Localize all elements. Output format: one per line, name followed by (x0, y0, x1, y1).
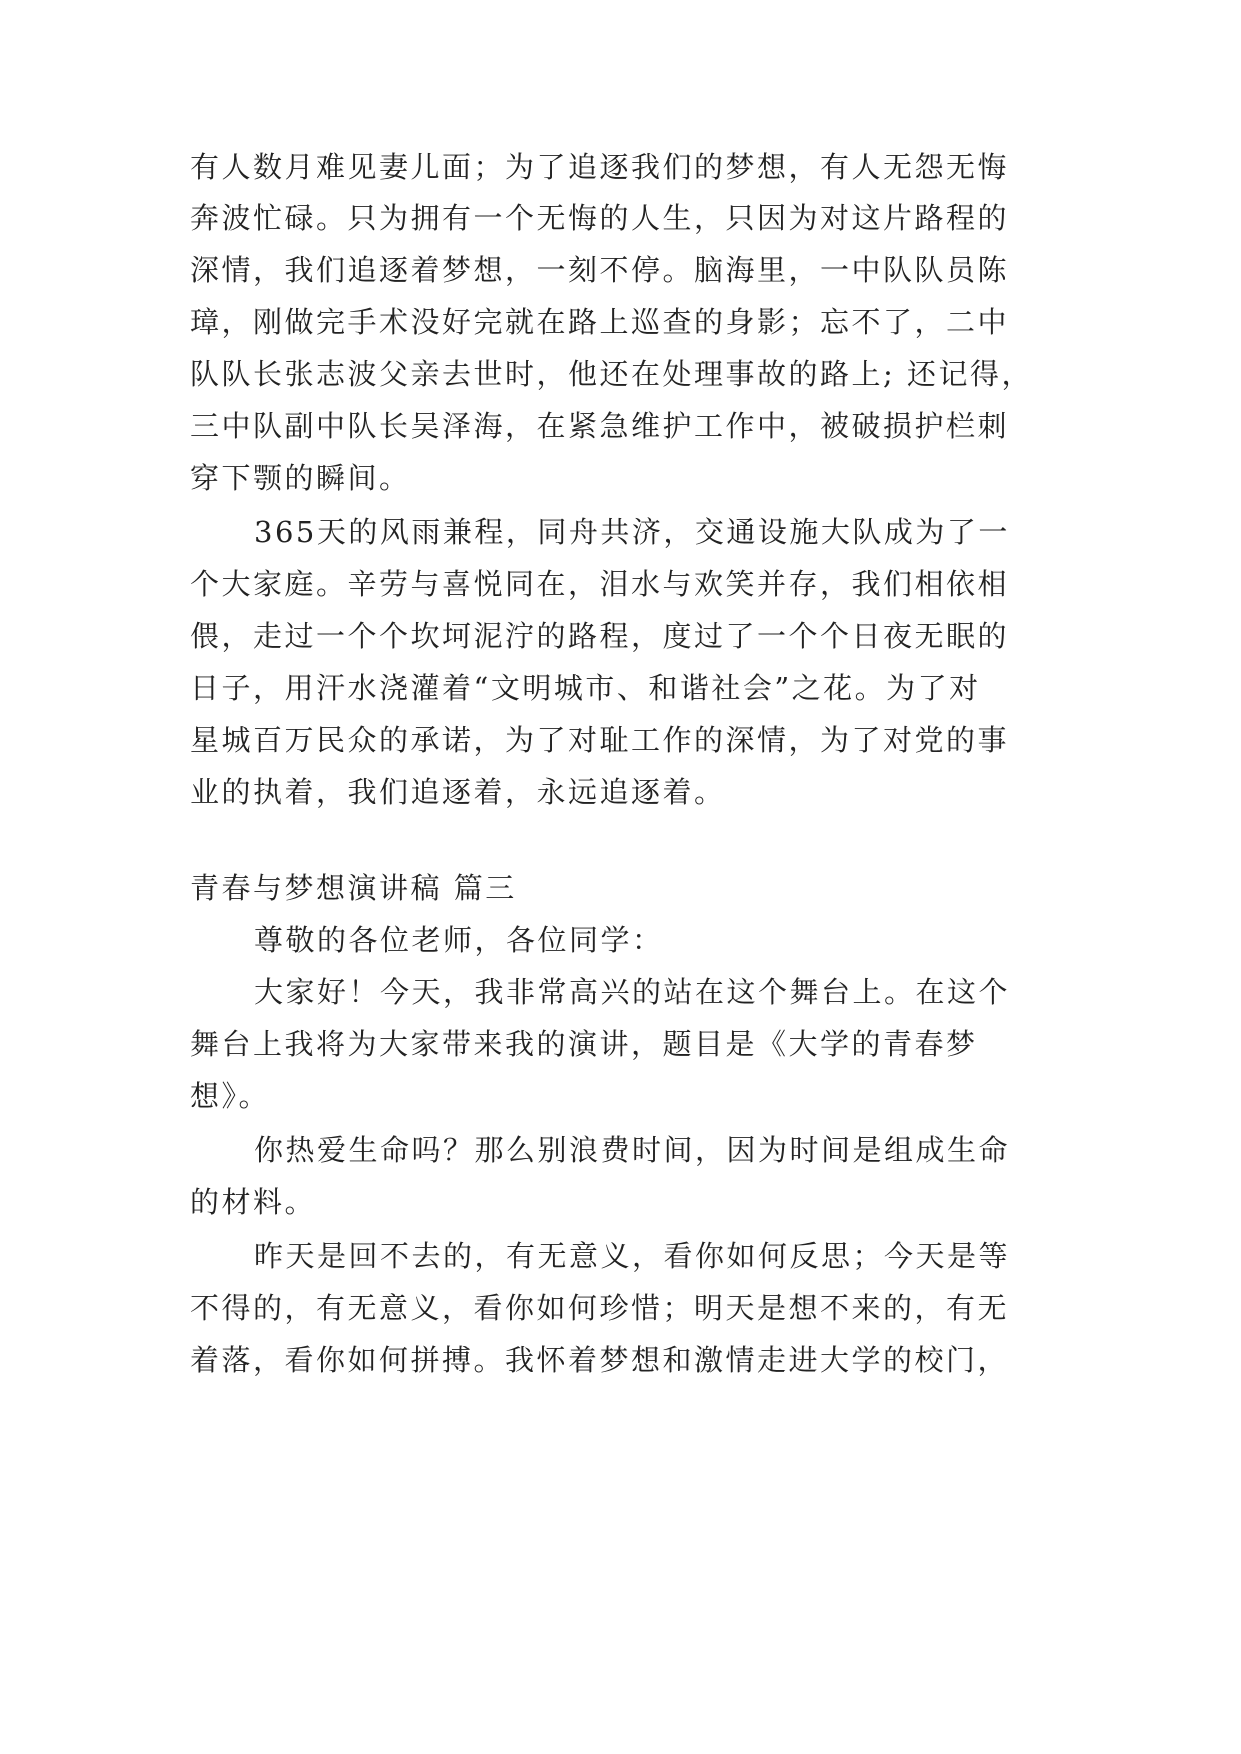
text-line: 的材料。 (190, 1185, 317, 1219)
text-line: 三中队副中队长吴泽海，在紧急维护工作中，被破损护栏刺 (190, 409, 1010, 443)
text-line: 日子，用汗水浇灌着“文明城市、和谐社会”之花。为了对 (190, 671, 981, 705)
text-line: 星城百万民众的承诺，为了对耻工作的深情，为了对党的事 (190, 723, 1010, 757)
text-line: 偎，走过一个个坎坷泥泞的路程，度过了一个个日夜无眠的 (190, 619, 1010, 653)
text-line: 深情，我们追逐着梦想，一刻不停。脑海里，一中队队员陈 (190, 253, 1010, 287)
text-line: 不得的，有无意义，看你如何珍惜；明天是想不来的，有无 (190, 1291, 1010, 1325)
paragraph-first-line: 昨天是回不去的，有无意义，看你如何反思；今天是等 (254, 1239, 1011, 1273)
paragraph-first-line: 你热爱生命吗？那么别浪费时间，因为时间是组成生命 (254, 1133, 1011, 1167)
text-line: 有人数月难见妻儿面；为了追逐我们的梦想，有人无怨无悔 (190, 150, 1010, 184)
paragraph-first-line: 大家好！今天，我非常高兴的站在这个舞台上。在这个 (254, 975, 1011, 1009)
text-line: 穿下颚的瞬间。 (190, 461, 411, 495)
paragraph-first-line: 365天的风雨兼程，同舟共济，交通设施大队成为了一 (254, 515, 1010, 549)
salutation: 尊敬的各位老师，各位同学： (254, 923, 664, 957)
text-line: 璋，刚做完手术没好完就在路上巡查的身影；忘不了，二中 (190, 305, 1010, 339)
section-heading: 青春与梦想演讲稿 篇三 (190, 871, 517, 905)
text-line: 队队长张志波父亲去世时，他还在处理事故的路上; 还记得， (190, 357, 1033, 391)
text-line: 个大家庭。辛劳与喜悦同在，泪水与欢笑并存，我们相依相 (190, 567, 1010, 601)
text-line: 着落，看你如何拼搏。我怀着梦想和激情走进大学的校门， (190, 1343, 1010, 1377)
text-line: 奔波忙碌。只为拥有一个无悔的人生，只因为对这片路程的 (190, 201, 1010, 235)
text-line: 想》。 (190, 1079, 271, 1113)
text-line: 业的执着，我们追逐着，永远追逐着。 (190, 775, 726, 809)
text-line: 舞台上我将为大家带来我的演讲，题目是《大学的青春梦 (190, 1027, 978, 1061)
